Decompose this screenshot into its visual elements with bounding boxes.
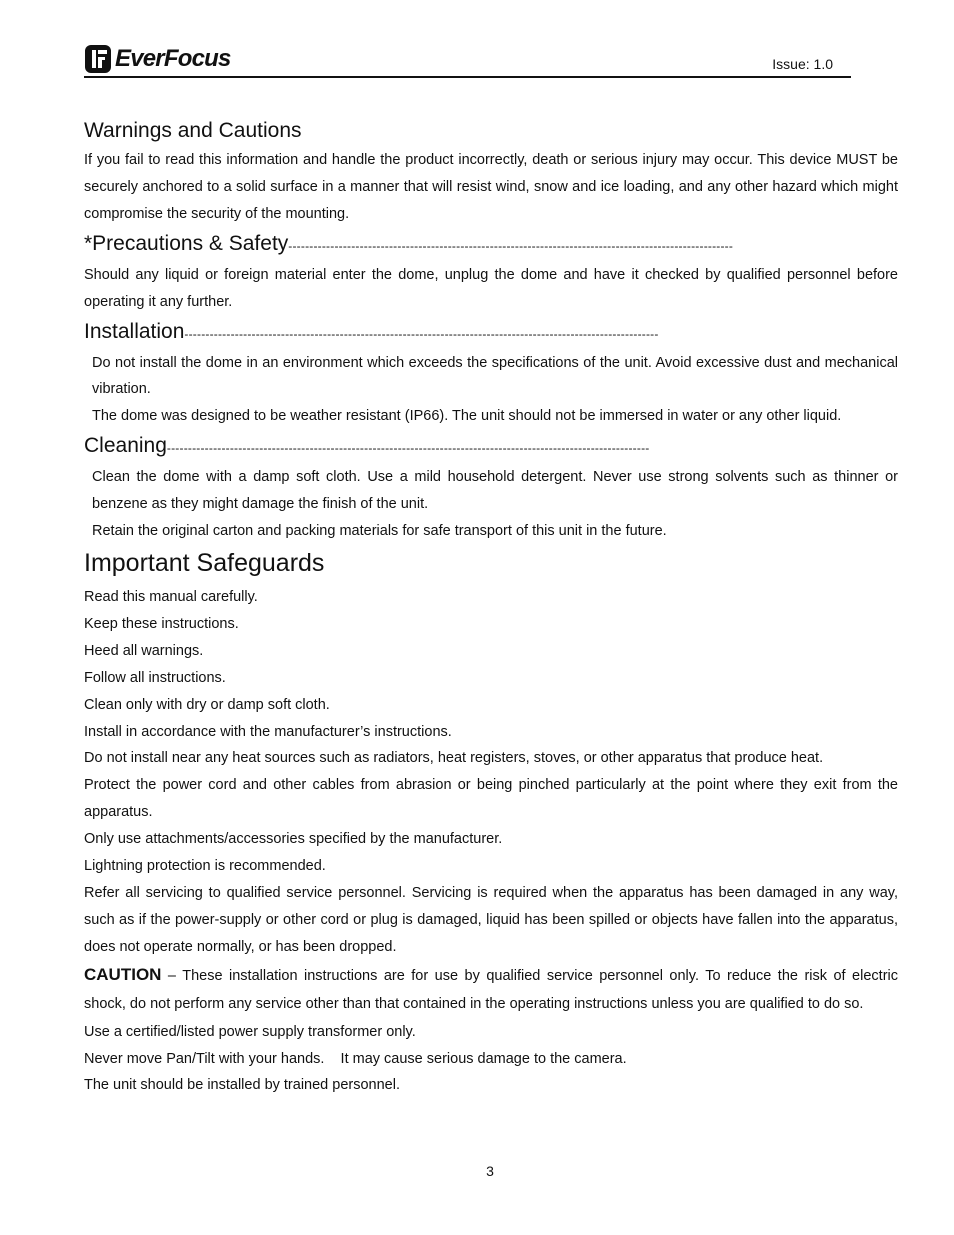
cleaning-text-2: Retain the original carton and packing materials for safe transport of this unit in the future.	[92, 523, 667, 540]
safeguard-item: Follow all instructions.	[84, 669, 226, 686]
page-content	[84, 115, 898, 1099]
cleaning-text-1: Clean the dome with a damp soft cloth. Use a mild household detergent. Never use strong solvents such as thinner or benzene as they might damage the finish of the unit.	[92, 469, 898, 513]
installation-heading: Installation-----------------------------------------------------------------------------------------------------------------	[84, 319, 659, 343]
safeguard-item: Do not install near any heat sources such as radiators, heat registers, stoves, or other apparatus that produce heat.	[84, 750, 824, 767]
heading-dash-rule: ----------------------------------------------------------------------------------------------------------	[288, 238, 734, 253]
page-header	[84, 42, 851, 78]
page-number: 3	[486, 1163, 494, 1179]
warnings-heading: Warnings and Cautions	[84, 119, 302, 142]
heading-dash-rule: -----------------------------------------------------------------------------------------------------------------	[184, 326, 659, 341]
safeguard-item: The unit should be installed by trained personnel.	[84, 1077, 400, 1094]
safeguard-item: Refer all servicing to qualified service personnel. Servicing is required when the apparatus has been damaged in any way, such as if the power-supply or other cord or plug is damaged, liquid has been spilled or objects have fallen into the apparatus, does not operate normally, or has been dropped.	[84, 884, 898, 955]
everfocus-logo	[84, 44, 231, 74]
logo-text: EverFocus	[115, 45, 231, 72]
safeguard-item: Install in accordance with the manufacturer’s instructions.	[84, 723, 452, 740]
safeguards-heading: Important Safeguards	[84, 548, 325, 577]
caution-paragraph	[84, 961, 898, 1019]
safeguard-item: Use a certified/listed power supply transformer only.	[84, 1023, 416, 1040]
installation-text-2: The dome was designed to be weather resistant (IP66). The unit should not be immersed in water or any other liquid.	[92, 408, 842, 425]
installation-text-1: Do not install the dome in an environment which exceeds the specifications of the unit. Avoid excessive dust and mechanical vibration.	[92, 354, 898, 398]
safeguard-item: Clean only with dry or damp soft cloth.	[84, 696, 330, 713]
safeguard-item: Read this manual carefully.	[84, 588, 258, 605]
safeguard-item: Heed all warnings.	[84, 642, 204, 659]
safeguard-item: Protect the power cord and other cables from abrasion or being pinched particularly at the point where they exit from the apparatus.	[84, 777, 898, 821]
safeguard-item: Lightning protection is recommended.	[84, 858, 326, 875]
safeguard-item: Keep these instructions.	[84, 615, 239, 632]
warnings-text: If you fail to read this information and handle the product incorrectly, death or serious injury may occur. This device MUST be securely anchored to a solid surface in a manner that will resist wind, snow and ice loading, and any other hazard which might compromise the security of the mounting.	[84, 152, 898, 222]
safeguard-item: Never move Pan/Tilt with your hands. It may cause serious damage to the camera.	[84, 1050, 627, 1067]
cleaning-heading: Cleaning-------------------------------------------------------------------------------------------------------------------	[84, 434, 650, 458]
heading-dash-rule: -------------------------------------------------------------------------------------------------------------------	[166, 441, 650, 456]
everfocus-logo-icon	[84, 44, 112, 74]
precautions-heading: *Precautions & Safety----------------------------------------------------------------------------------------------------------	[84, 231, 734, 255]
caution-text: – These installation instructions are for use by qualified service personnel only. To reduce the risk of electric shock, do not perform any service other than that contained in the operating instructions unless you are qualified to do so.	[84, 967, 898, 1013]
precautions-text: Should any liquid or foreign material enter the dome, unplug the dome and have it checked by qualified personnel before operating it any further.	[84, 266, 898, 310]
caution-label: CAUTION	[84, 964, 162, 984]
safeguard-item: Only use attachments/accessories specified by the manufacturer.	[84, 831, 503, 848]
issue-label: Issue: 1.0	[772, 56, 833, 72]
